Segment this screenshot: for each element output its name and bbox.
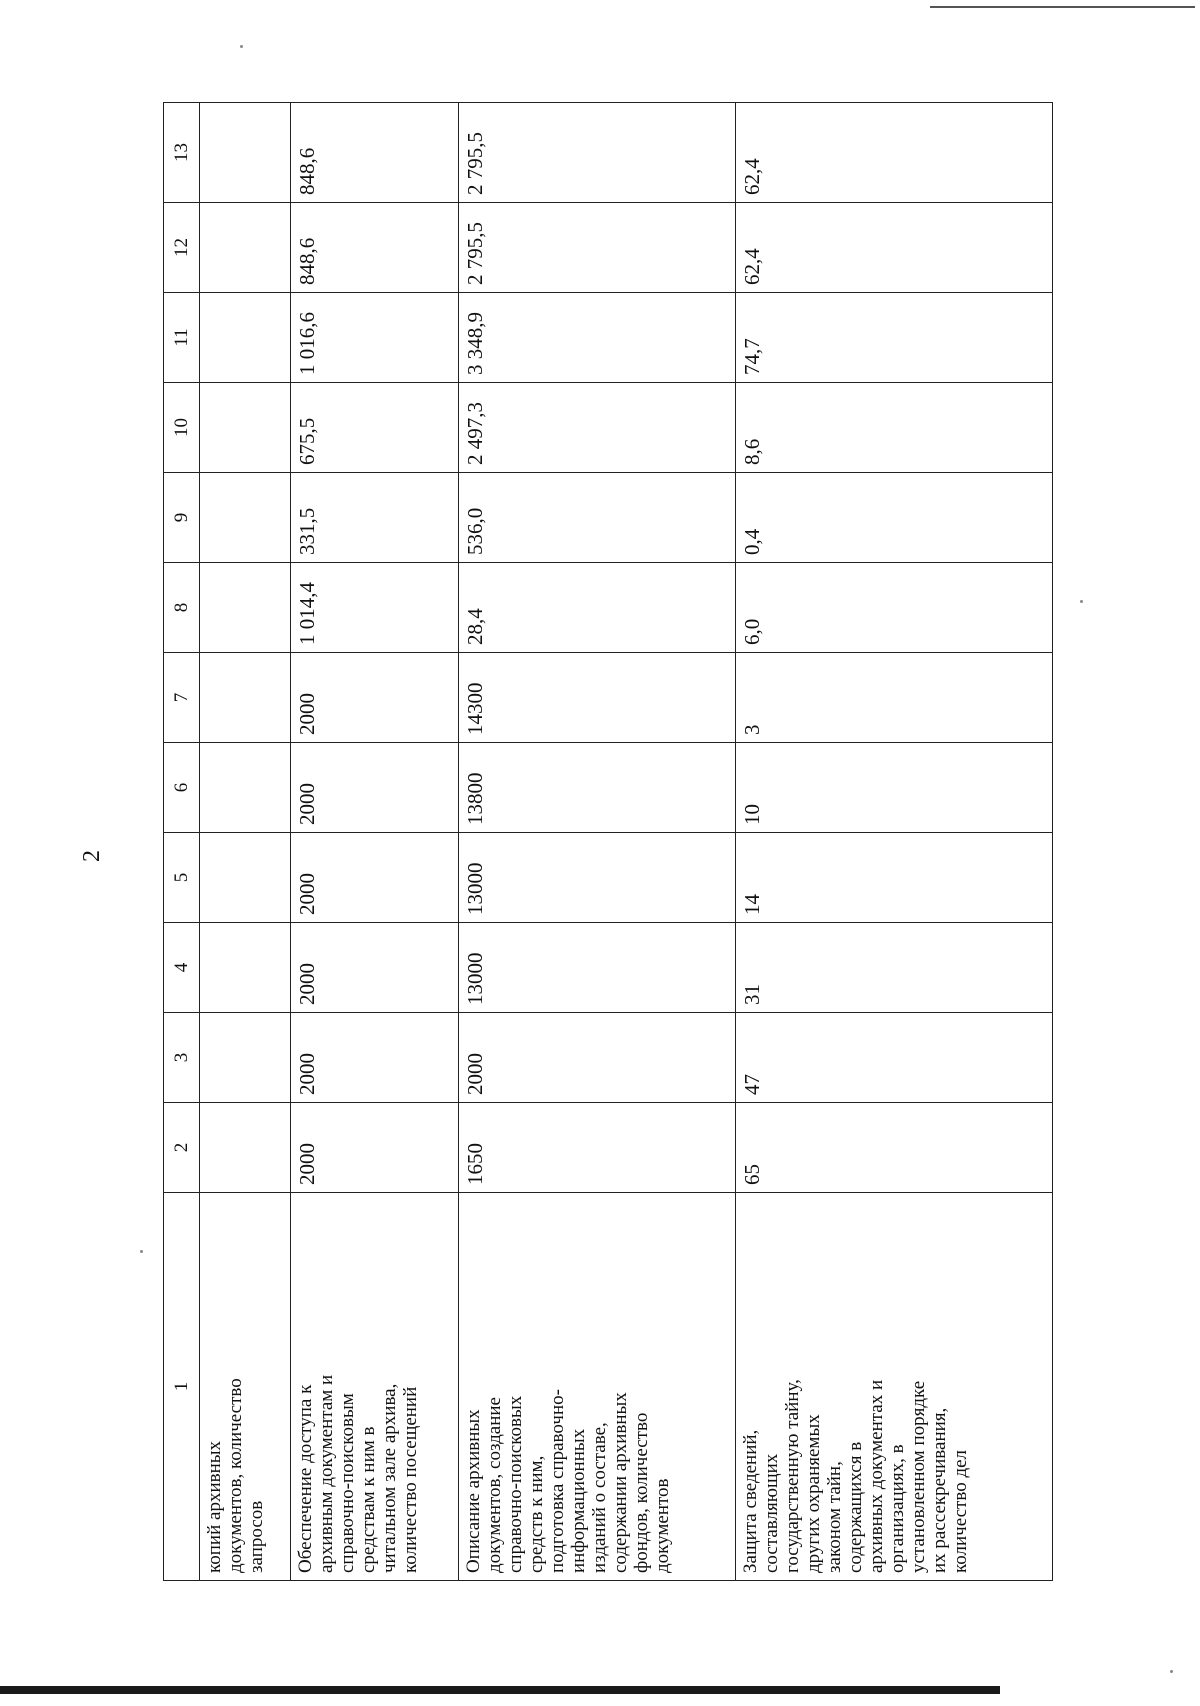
- value-cell-col-12: 848,6: [290, 203, 458, 293]
- description-line: Защита сведений,: [739, 1429, 761, 1573]
- description-line: организациях, в: [886, 1444, 908, 1573]
- header-cell-4: 4: [164, 923, 200, 1013]
- value-cell-col-2: [199, 1103, 290, 1193]
- description-line: содержании архивных: [609, 1392, 631, 1573]
- header-cell-1: 1: [164, 1193, 200, 1581]
- header-cell-7: 7: [164, 653, 200, 743]
- description-line: копий архивных: [203, 1440, 225, 1573]
- scan-bottom-edge: [0, 1686, 1000, 1694]
- table-row: [199, 103, 290, 1581]
- value-cell-col-6: 13800: [458, 743, 735, 833]
- value-cell-col-7: 2000: [290, 653, 458, 743]
- value-cell-col-5: 13000: [458, 833, 735, 923]
- value-cell-col-7: 3: [735, 653, 1052, 743]
- value-cell-col-6: 2000: [290, 743, 458, 833]
- value-cell-col-3: [199, 1013, 290, 1103]
- data-table: [163, 102, 1053, 1581]
- value-cell-col-7: [199, 653, 290, 743]
- row-description: [199, 1193, 290, 1581]
- description-line: количество посещений: [399, 1386, 421, 1573]
- description-line: документов, создание: [483, 1397, 505, 1573]
- value-cell-col-5: 14: [735, 833, 1052, 923]
- value-cell-col-8: [199, 563, 290, 653]
- description-line: справочно-поисковых: [504, 1395, 526, 1573]
- value-cell-col-10: 675,5: [290, 383, 458, 473]
- value-cell-col-9: 536,0: [458, 473, 735, 563]
- value-cell-col-9: [199, 473, 290, 563]
- description-line: изданий о составе,: [588, 1422, 610, 1573]
- value-cell-col-12: 2 795,5: [458, 203, 735, 293]
- value-cell-col-13: 848,6: [290, 103, 458, 203]
- value-cell-col-13: 62,4: [735, 103, 1052, 203]
- row-description: [290, 1193, 458, 1581]
- value-cell-col-3: 47: [735, 1013, 1052, 1103]
- value-cell-col-4: 2000: [290, 923, 458, 1013]
- row-description: [458, 1193, 735, 1581]
- description-line: читальном зале архива,: [378, 1383, 400, 1573]
- value-cell-col-11: [199, 293, 290, 383]
- description-line: Обеспечение доступа к: [294, 1384, 316, 1573]
- table-row: [735, 103, 1052, 1581]
- header-cell-9: 9: [164, 473, 200, 563]
- description-line: их рассекречивания,: [928, 1407, 950, 1573]
- description-line: средств к ним,: [525, 1455, 547, 1573]
- value-cell-col-3: 2000: [290, 1013, 458, 1103]
- value-cell-col-7: 14300: [458, 653, 735, 743]
- header-cell-6: 6: [164, 743, 200, 833]
- description-line: количество дел: [949, 1449, 971, 1573]
- description-line: составляющих: [760, 1453, 782, 1573]
- value-cell-col-4: [199, 923, 290, 1013]
- value-cell-col-11: 74,7: [735, 293, 1052, 383]
- description-line: государственную тайну,: [781, 1379, 803, 1573]
- header-cell-12: 12: [164, 203, 200, 293]
- table-header-row: [164, 103, 200, 1581]
- value-cell-col-2: 2000: [290, 1103, 458, 1193]
- description-line: установленном порядке: [907, 1380, 929, 1573]
- header-cell-3: 3: [164, 1013, 200, 1103]
- description-line: архивных документах и: [865, 1379, 887, 1573]
- value-cell-col-8: 6,0: [735, 563, 1052, 653]
- value-cell-col-13: [199, 103, 290, 203]
- value-cell-col-12: 62,4: [735, 203, 1052, 293]
- header-cell-8: 8: [164, 563, 200, 653]
- value-cell-col-9: 331,5: [290, 473, 458, 563]
- value-cell-col-10: [199, 383, 290, 473]
- rotated-table-container: [163, 103, 1053, 1581]
- header-cell-11: 11: [164, 293, 200, 383]
- header-cell-13: 13: [164, 103, 200, 203]
- scan-speck: [140, 1250, 143, 1253]
- value-cell-col-10: 2 497,3: [458, 383, 735, 473]
- description-line: документов, количество: [224, 1378, 246, 1573]
- scan-speck: [1080, 600, 1083, 603]
- scan-speck: [240, 45, 243, 48]
- header-cell-10: 10: [164, 383, 200, 473]
- scan-speck: [1170, 1670, 1173, 1673]
- value-cell-col-5: 2000: [290, 833, 458, 923]
- description-line: подготовка справочно-: [546, 1389, 568, 1573]
- value-cell-col-12: [199, 203, 290, 293]
- table-row: [290, 103, 458, 1581]
- value-cell-col-2: 65: [735, 1103, 1052, 1193]
- table-body: [164, 103, 1053, 1581]
- value-cell-col-4: 31: [735, 923, 1052, 1013]
- value-cell-col-4: 13000: [458, 923, 735, 1013]
- header-cell-2: 2: [164, 1103, 200, 1193]
- description-line: архивным документам и: [315, 1374, 337, 1573]
- description-line: законом тайн,: [823, 1461, 845, 1573]
- value-cell-col-6: [199, 743, 290, 833]
- value-cell-col-10: 8,6: [735, 383, 1052, 473]
- description-line: фондов, количество: [630, 1412, 652, 1573]
- value-cell-col-6: 10: [735, 743, 1052, 833]
- description-line: запросов: [245, 1500, 267, 1573]
- value-cell-col-5: [199, 833, 290, 923]
- description-line: документов: [651, 1478, 673, 1573]
- value-cell-col-2: 1650: [458, 1103, 735, 1193]
- table-row: [458, 103, 735, 1581]
- description-line: содержащихся в: [844, 1441, 866, 1573]
- row-description: [735, 1193, 1052, 1581]
- value-cell-col-8: 28,4: [458, 563, 735, 653]
- scan-top-rule: [930, 6, 1195, 8]
- description-line: информационных: [567, 1428, 589, 1573]
- description-line: средствам к ним в: [357, 1426, 379, 1573]
- value-cell-col-9: 0,4: [735, 473, 1052, 563]
- description-line: других охраняемых: [802, 1414, 824, 1573]
- value-cell-col-13: 2 795,5: [458, 103, 735, 203]
- page-number: 2: [79, 850, 105, 862]
- value-cell-col-11: 3 348,9: [458, 293, 735, 383]
- header-cell-5: 5: [164, 833, 200, 923]
- value-cell-col-3: 2000: [458, 1013, 735, 1103]
- value-cell-col-11: 1 016,6: [290, 293, 458, 383]
- description-line: Описание архивных: [462, 1409, 484, 1573]
- value-cell-col-8: 1 014,4: [290, 563, 458, 653]
- description-line: справочно-поисковым: [336, 1393, 358, 1573]
